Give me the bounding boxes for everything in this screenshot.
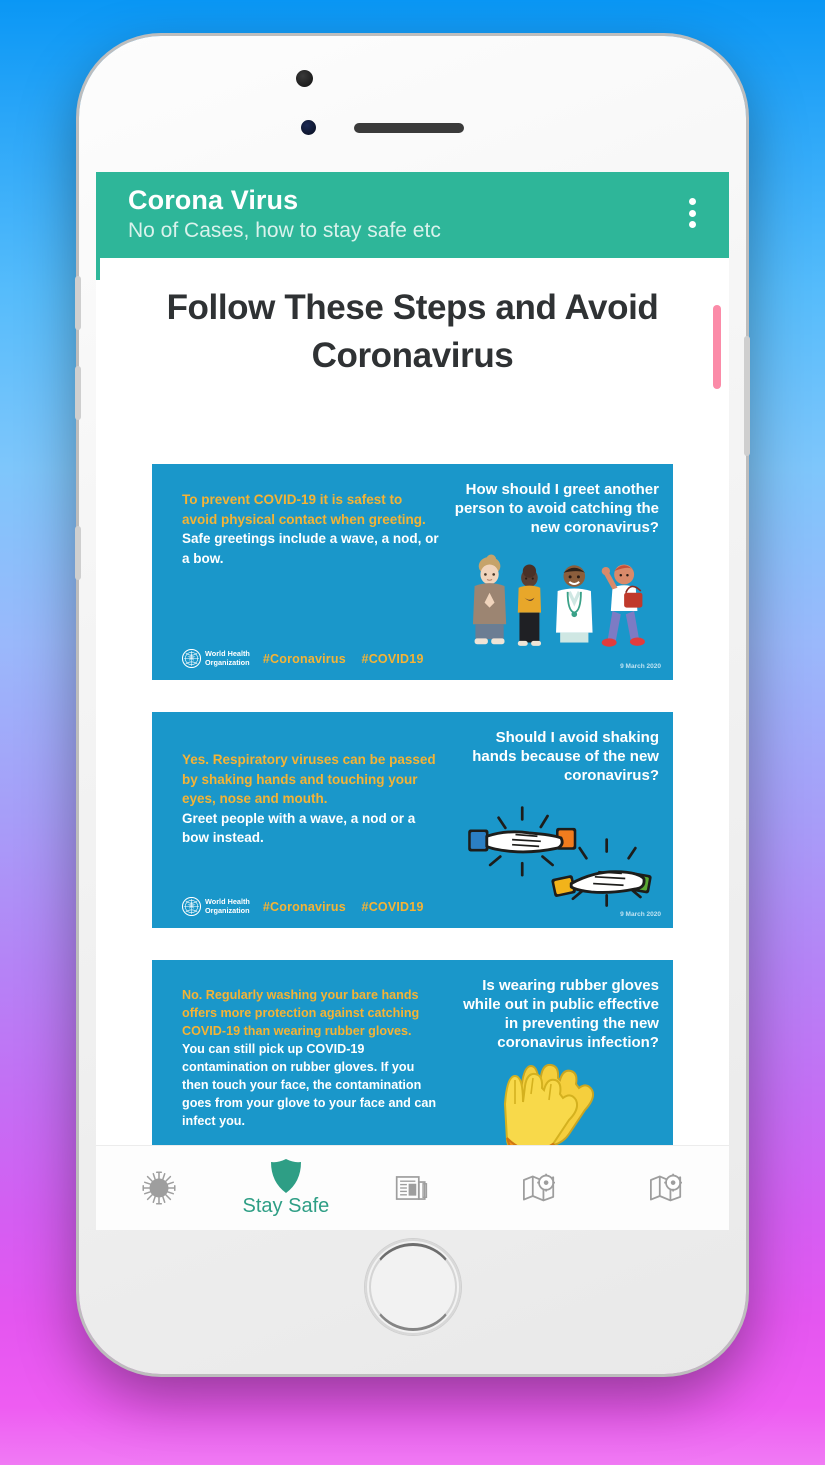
shield-icon bbox=[269, 1159, 303, 1193]
phone-screen bbox=[96, 172, 729, 1230]
card-answer-area bbox=[152, 464, 449, 680]
handshake-crossed-icon bbox=[453, 789, 659, 919]
card-answer-white: Safe greetings include a wave, a nod, or a bow. bbox=[182, 531, 439, 566]
bottom-navigation bbox=[96, 1145, 729, 1230]
card-answer bbox=[182, 750, 441, 848]
home-button[interactable] bbox=[365, 1239, 461, 1335]
card-question: How should I greet another person to avoid catching the new coronavirus? bbox=[454, 481, 659, 536]
card-answer-area bbox=[152, 712, 449, 928]
who-logo-text: World Health Organization bbox=[205, 897, 250, 915]
app-bar bbox=[96, 172, 729, 258]
card-date: 9 March 2020 bbox=[620, 911, 661, 918]
who-attribution-row bbox=[182, 649, 436, 668]
nav-item-map-1[interactable] bbox=[476, 1146, 603, 1230]
info-card[interactable] bbox=[152, 464, 673, 680]
more-vert-icon[interactable] bbox=[679, 196, 705, 230]
volume-up-button[interactable] bbox=[75, 276, 81, 330]
card-tags bbox=[263, 900, 436, 914]
sensor-row bbox=[79, 104, 746, 134]
newspaper-icon bbox=[395, 1167, 429, 1209]
front-camera-icon bbox=[296, 70, 313, 87]
map-pin-icon bbox=[521, 1167, 557, 1209]
page-title: Follow These Steps and Avoid Coronavirus bbox=[166, 288, 659, 375]
nav-item-map-2[interactable] bbox=[602, 1146, 729, 1230]
card-tag: #Coronavirus bbox=[262, 899, 346, 914]
card-question-area bbox=[449, 712, 673, 928]
info-card[interactable] bbox=[152, 712, 673, 928]
card-tag: #COVID19 bbox=[361, 651, 424, 666]
card-question-area bbox=[449, 464, 673, 680]
power-button[interactable] bbox=[744, 336, 750, 456]
who-logo-icon bbox=[182, 649, 250, 668]
silent-switch[interactable] bbox=[75, 526, 81, 580]
card-answer-highlight: Yes. Respiratory viruses can be passed by shaking hands and touching your eyes, nose and mouth. bbox=[182, 752, 436, 806]
nav-label-stay-safe: Stay Safe bbox=[242, 1194, 330, 1217]
card-tag: #Coronavirus bbox=[262, 651, 346, 666]
who-attribution-row bbox=[182, 897, 436, 916]
map-pin-icon bbox=[648, 1167, 684, 1209]
scrollbar-thumb[interactable] bbox=[713, 305, 721, 389]
card-question: Is wearing rubber gloves while out in public effective in preventing the new coronavirus infection? bbox=[463, 977, 659, 1051]
card-answer-highlight: No. Regularly washing your bare hands offers more protection against catching COVID-19 than wearing rubber gloves. bbox=[182, 988, 420, 1038]
card-tags bbox=[263, 652, 436, 666]
nav-item-coronavirus[interactable] bbox=[96, 1146, 223, 1230]
card-question: Should I avoid shaking hands because of the new coronavirus? bbox=[472, 729, 659, 784]
card-list bbox=[96, 464, 729, 1178]
app-title: Corona Virus bbox=[128, 185, 299, 215]
who-logo-text: World Health Organization bbox=[205, 649, 250, 667]
card-answer bbox=[182, 490, 441, 568]
proximity-sensor-icon bbox=[301, 120, 316, 135]
people-greeting-icon bbox=[453, 543, 659, 659]
phone-frame bbox=[79, 36, 746, 1374]
app-subtitle: No of Cases, how to stay safe etc bbox=[128, 219, 441, 242]
card-answer-highlight: To prevent COVID-19 it is safest to avoid physical contact when greeting. bbox=[182, 492, 426, 527]
app-bar-edge-strip bbox=[96, 258, 100, 280]
card-date: 9 March 2020 bbox=[620, 663, 661, 670]
coronavirus-icon bbox=[140, 1167, 178, 1209]
volume-down-button[interactable] bbox=[75, 366, 81, 420]
card-tag: #COVID19 bbox=[361, 899, 424, 914]
who-logo-icon bbox=[182, 897, 250, 916]
card-answer bbox=[182, 986, 441, 1130]
earpiece-speaker bbox=[354, 123, 464, 133]
nav-item-stay-safe[interactable] bbox=[223, 1146, 350, 1230]
nav-item-news[interactable] bbox=[349, 1146, 476, 1230]
card-answer-white: Greet people with a wave, a nod or a bow instead. bbox=[182, 810, 416, 845]
card-answer-white: You can still pick up COVID-19 contamination on rubber gloves. If you then touch your face, the contamination goes from your glove to your face and can infect you. bbox=[182, 1042, 437, 1128]
